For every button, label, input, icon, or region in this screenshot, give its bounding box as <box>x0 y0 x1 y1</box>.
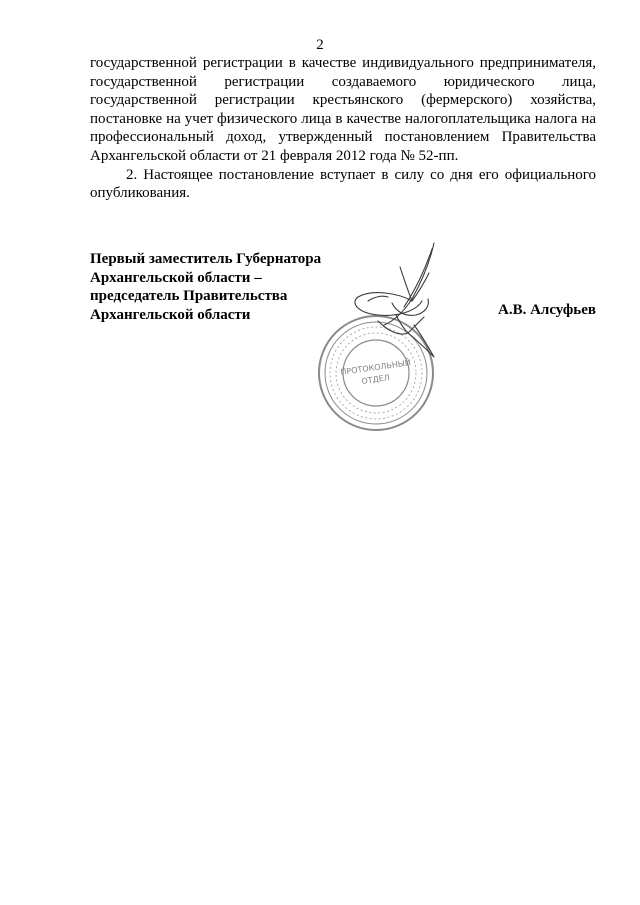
page-number: 2 <box>316 37 324 53</box>
signatory-title-line: председатель Правительства <box>90 288 288 305</box>
svg-text:ОТДЕЛ: ОТДЕЛ <box>360 373 391 386</box>
signatory-title-line: Архангельской области <box>90 306 251 323</box>
signer-name: А.В. Алсуфьев <box>498 302 596 318</box>
paragraph-continuation: государственной регистрации в качестве индивидуального предпринимателя, государственной регистрации создаваемого юридического лица, государственной регистрации крестьянского (фермерского) хозяйства, постановке на учет физического лица в качестве налогоплательщика налога на профессиональный доход, утвержденный постановлением Правительства Архангельской области от 21 февраля 2012 года № 52-пп. <box>90 55 596 164</box>
svg-text:ПРОТОКОЛЬНЫЙ: ПРОТОКОЛЬНЫЙ <box>339 358 412 377</box>
official-seal <box>319 316 433 430</box>
signatory-title-line: Первый заместитель Губернатора <box>90 251 322 267</box>
document-body <box>90 54 596 203</box>
seal-and-signature-image <box>308 237 458 437</box>
paragraph-effective-date: 2. Настоящее постановление вступает в силу со дня его официального опубликования. <box>90 166 596 202</box>
signatory-title-line: Архангельской области – <box>90 269 262 286</box>
